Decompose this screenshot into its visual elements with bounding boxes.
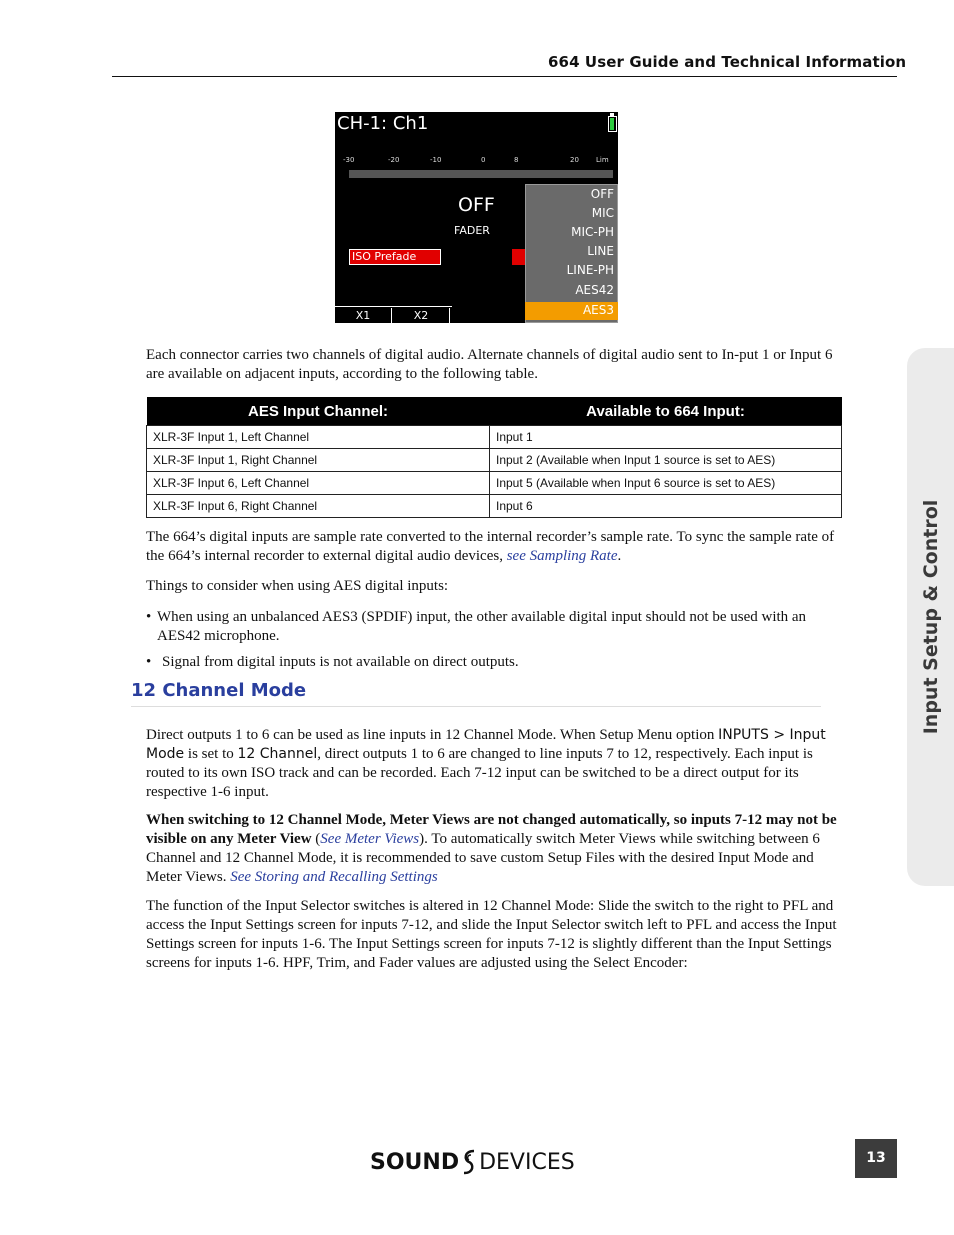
bullet-icon: •: [146, 609, 152, 625]
logo-wave-icon: [460, 1148, 478, 1176]
sync-paragraph: [146, 528, 846, 566]
meter-views-link[interactable]: See Meter Views: [320, 831, 420, 847]
direct-text: , direct outputs 1 to 6 are changed to line inputs 7 to 12, respectively. Each input is routed to its own ISO track and can be recorded. Each 7-12 input can be switched to be a direct output for its respective 1-6 input.: [146, 746, 813, 800]
device-screen: [335, 112, 618, 323]
table-row: [147, 426, 842, 449]
menu-item-off[interactable]: OFF: [590, 187, 614, 201]
table-row: [147, 472, 842, 495]
input-status: OFF: [458, 194, 495, 216]
meter-tick: 8: [514, 156, 519, 164]
table-cell: Input 1: [490, 426, 842, 449]
things-paragraph: Things to consider when using AES digital inputs:: [146, 578, 449, 594]
sampling-rate-link[interactable]: see Sampling Rate: [506, 548, 618, 564]
intro-paragraph: Each connector carries two channels of digital audio. Alternate channels of digital audio sent to In-put 1 or Input 6 are available on adjacent inputs, according to the following table.: [146, 347, 833, 382]
battery-level: [610, 118, 614, 130]
meter-tick: 0: [481, 156, 486, 164]
meter-tick: -10: [430, 156, 442, 164]
section-title: 12 Channel Mode: [131, 680, 307, 701]
section-rule: [131, 706, 821, 707]
warning-paragraph: [146, 811, 846, 887]
direct-outputs-paragraph: [146, 726, 846, 802]
indicator-block: [512, 249, 526, 265]
table-cell: XLR-3F Input 6, Right Channel: [147, 495, 490, 518]
level-meter: [349, 170, 613, 178]
screen-title: CH-1: Ch1: [337, 113, 429, 134]
warning-text: (: [311, 831, 321, 847]
bullet-text: When using an unbalanced AES3 (SPDIF) input, the other available digital input should not be used with an AES42 microphone.: [157, 609, 807, 644]
warning-bold: When switching to 12 Channel Mode, Meter Views are not changed automatically, so inputs 7-12 may not be visible on any Meter View: [146, 812, 837, 847]
chapter-side-label: Input Setup & Control: [920, 499, 942, 735]
menu-item-line-ph[interactable]: LINE-PH: [566, 263, 614, 277]
table-cell: Input 2 (Available when Input 1 source is set to AES): [490, 449, 842, 472]
table-cell: XLR-3F Input 1, Right Channel: [147, 449, 490, 472]
sync-text: The 664’s digital inputs are sample rate converted to the internal recorder’s sample rate. To sync the sample rate of the 664’s internal recorder to external digital audio devices,: [146, 529, 835, 564]
menu-item-aes42[interactable]: AES42: [575, 283, 614, 297]
logo-bold: SOUND: [370, 1150, 460, 1175]
table-header: Available to 664 Input:: [490, 397, 842, 426]
header-rule: [112, 76, 897, 77]
bullet-item: [146, 608, 846, 646]
menu-path: INPUTS > Input Mode: [146, 727, 826, 762]
page-number: 13: [855, 1139, 897, 1178]
bullet-item: [146, 653, 846, 672]
iso-prefade-badge: ISO Prefade: [349, 249, 441, 265]
meter-tick: Lim: [596, 156, 609, 164]
direct-text: is set to: [184, 746, 238, 762]
table-header-row: [147, 397, 842, 426]
sync-end: .: [617, 548, 622, 564]
bullet-text: Signal from digital inputs is not available on direct outputs.: [162, 654, 519, 670]
logo-light: DEVICES: [479, 1150, 575, 1175]
menu-value: 12 Channel: [237, 746, 318, 762]
bullet-icon: •: [146, 654, 152, 670]
table-cell: Input 5 (Available when Input 6 source is set to AES): [490, 472, 842, 495]
header-title: 664 User Guide and Technical Information: [548, 53, 907, 71]
aes-channel-table: [146, 397, 842, 518]
menu-item-aes3[interactable]: AES3: [582, 303, 614, 317]
meter-tick: 20: [570, 156, 579, 164]
tab-x1[interactable]: X1: [335, 308, 392, 323]
table-header: AES Input Channel:: [147, 397, 490, 426]
table-row: [147, 449, 842, 472]
table-cell: XLR-3F Input 6, Left Channel: [147, 472, 490, 495]
table-cell: Input 6: [490, 495, 842, 518]
menu-item-mic[interactable]: MIC: [591, 206, 614, 220]
meter-tick: -20: [388, 156, 400, 164]
menu-item-line[interactable]: LINE: [587, 244, 614, 258]
meter-tick: -30: [343, 156, 355, 164]
tab-x2[interactable]: X2: [393, 308, 450, 323]
fader-label: FADER: [454, 224, 490, 237]
menu-item-mic-ph[interactable]: MIC-PH: [571, 225, 614, 239]
table-row: [147, 495, 842, 518]
sound-devices-logo: [370, 1148, 575, 1176]
warning-text: ). To automatically switch Meter Views while switching between 6 Channel and 12 Channel Mode, it is recommended to save custom Setup Files with the desired Input Mode and Meter Views.: [146, 831, 820, 885]
table-cell: XLR-3F Input 1, Left Channel: [147, 426, 490, 449]
storing-settings-link[interactable]: See Storing and Recalling Settings: [230, 869, 438, 885]
direct-text: Direct outputs 1 to 6 can be used as line inputs in 12 Channel Mode. When Setup Menu option: [146, 727, 719, 743]
selector-paragraph: The function of the Input Selector switches is altered in 12 Channel Mode: Slide the switch to the right to PFL and access the Input Settings screen for inputs 7-12, and slide the Input Selector switch left to PFL and access the Input Settings screen for inputs 1-6. The Input Settings screen for inputs 7-12 is slightly different than the Input Settings screens for inputs 1-6. HPF, Trim, and Fader values are adjusted using the Select Encoder:: [146, 898, 837, 971]
